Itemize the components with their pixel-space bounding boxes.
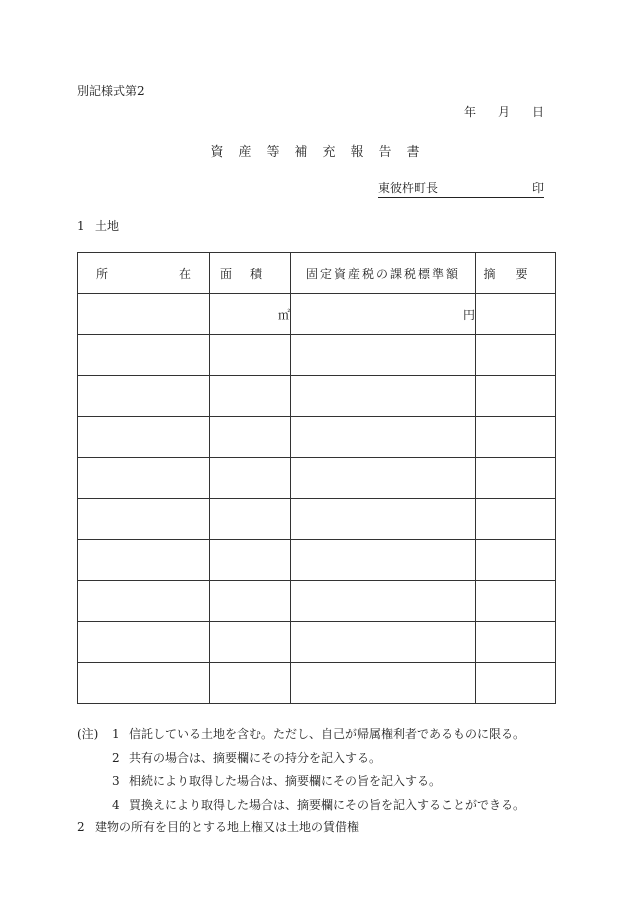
cell-remarks[interactable] [476,294,556,335]
cell-valuation[interactable] [291,622,476,663]
valuation-unit: 円 [462,307,475,322]
seal-mark: 印 [531,181,544,195]
month-label: 月 [497,105,510,119]
header-valuation: 固定資産税の課税標準額 [291,253,476,294]
cell-valuation[interactable] [291,581,476,622]
cell-area[interactable] [210,499,291,540]
section-2-heading [77,818,359,835]
cell-valuation[interactable] [291,335,476,376]
year-label: 年 [463,105,476,119]
land-table [77,252,556,704]
note-number: 4 [112,797,120,812]
cell-area[interactable] [210,294,291,335]
cell-area[interactable] [210,335,291,376]
table-row [78,663,556,704]
section-2-number: 2 [77,820,85,834]
note-text: 買換えにより取得した場合は、摘要欄にその旨を記入することができる。 [129,797,526,812]
table-row [78,540,556,581]
table-row [78,499,556,540]
note-number: 1 [112,727,120,741]
cell-location[interactable] [78,458,210,499]
cell-location[interactable] [78,376,210,417]
cell-location[interactable] [78,581,210,622]
table-row [78,335,556,376]
note-item [77,723,525,747]
notes [77,723,525,817]
cell-remarks[interactable] [476,417,556,458]
note-item [77,747,525,771]
cell-location[interactable] [78,663,210,704]
day-label: 日 [531,105,544,119]
cell-location[interactable] [78,294,210,335]
cell-location[interactable] [78,417,210,458]
cell-location[interactable] [78,335,210,376]
cell-area[interactable] [210,458,291,499]
cell-remarks[interactable] [476,581,556,622]
cell-remarks[interactable] [476,458,556,499]
addressee-name: 東彼杵町長 [378,181,439,195]
table-row [78,417,556,458]
notes-label: (注) [77,727,99,741]
cell-area[interactable] [210,540,291,581]
note-text: 相続により取得した場合は、摘要欄にその旨を記入する。 [129,774,442,788]
cell-area[interactable] [210,376,291,417]
cell-valuation[interactable] [291,294,476,335]
cell-location[interactable] [78,499,210,540]
cell-area[interactable] [210,663,291,704]
cell-valuation[interactable] [291,663,476,704]
header-area: 面積 [210,253,291,294]
cell-remarks[interactable] [476,622,556,663]
cell-area[interactable] [210,417,291,458]
cell-area[interactable] [210,622,291,663]
note-text: 共有の場合は、摘要欄にその持分を記入する。 [129,750,382,765]
cell-remarks[interactable] [476,663,556,704]
note-item [77,794,525,818]
note-item [77,770,525,794]
cell-valuation[interactable] [291,458,476,499]
cell-remarks[interactable] [476,376,556,417]
section-1-title: 土地 [95,219,120,233]
header-location-left: 所 [96,266,109,281]
cell-remarks[interactable] [476,499,556,540]
cell-remarks[interactable] [476,335,556,376]
addressee-line [378,179,544,198]
header-location [78,253,210,294]
cell-valuation[interactable] [291,540,476,581]
table-row [78,622,556,663]
note-number: 2 [112,750,120,765]
date-line [464,103,544,120]
cell-remarks[interactable] [476,540,556,581]
note-number: 3 [112,774,120,788]
cell-area[interactable] [210,581,291,622]
cell-valuation[interactable] [291,417,476,458]
section-2-title: 建物の所有を目的とする地上権又は土地の賃借権 [95,820,360,834]
table-row [78,294,556,335]
table-row [78,458,556,499]
table-row [78,376,556,417]
document-title: 資産等補充報告書 [210,145,435,160]
note-text: 信託している土地を含む。ただし、自己が帰属権利者であるものに限る。 [129,727,526,741]
area-unit: ㎡ [277,307,290,322]
cell-location[interactable] [78,622,210,663]
cell-location[interactable] [78,540,210,581]
table-header-row [78,253,556,294]
section-1-number: 1 [77,219,85,233]
header-remarks: 摘要 [476,253,556,294]
cell-valuation[interactable] [291,376,476,417]
header-location-right: 在 [178,266,191,281]
section-1-heading [77,217,119,234]
cell-valuation[interactable] [291,499,476,540]
form-id: 別記様式第2 [77,84,145,98]
table-row [78,581,556,622]
